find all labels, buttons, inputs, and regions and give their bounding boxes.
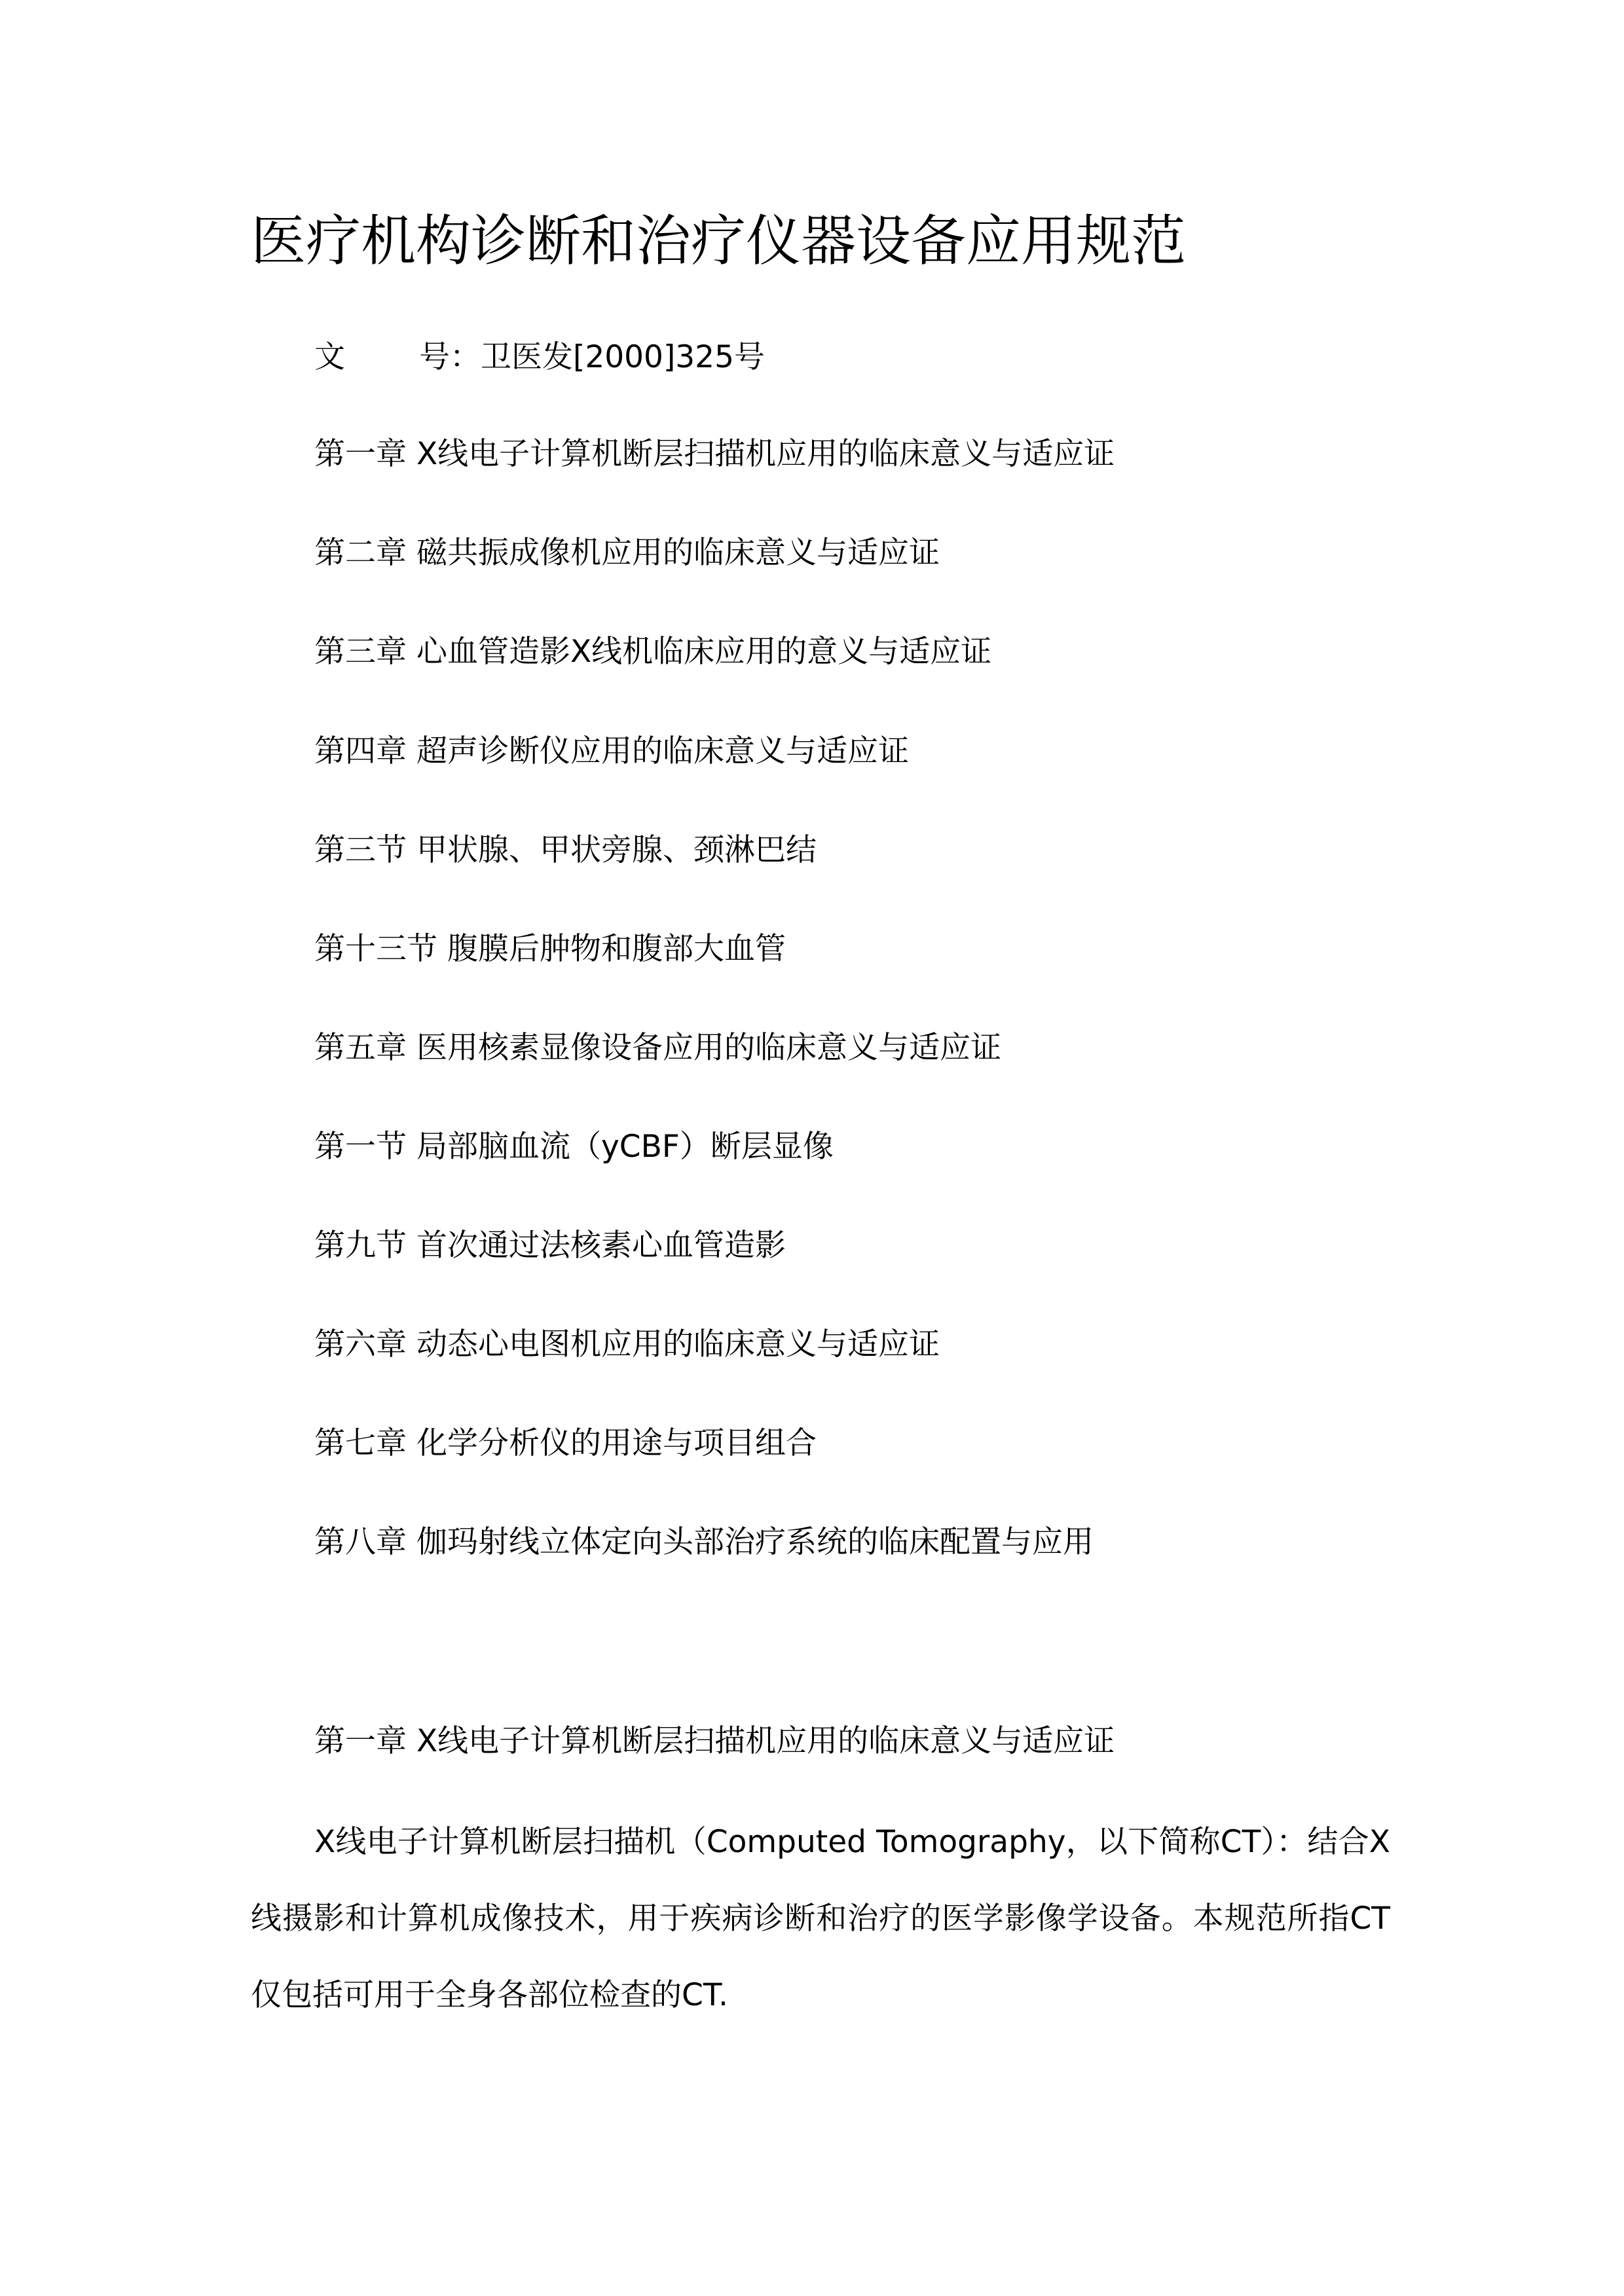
toc-item: 第一章 X线电子计算机断层扫描机应用的临床意义与适应证: [314, 436, 1115, 472]
toc-item: 第二章 磁共振成像机应用的临床意义与适应证: [314, 535, 940, 571]
toc-item: 第十三节 腹膜后肿物和腹部大血管: [314, 931, 786, 967]
doc-number-value: 卫医发[2000]325号: [481, 339, 765, 375]
toc-item: 第七章 化学分析仪的用途与项目组合: [314, 1425, 817, 1461]
toc-item: 第九节 首次通过法核素心血管造影: [314, 1228, 786, 1264]
toc-item: 第三章 心血管造影X线机临床应用的意义与适应证: [314, 634, 992, 670]
document-number: [314, 338, 765, 377]
toc-item: 第一节 局部脑血流（yCBF）断层显像: [314, 1129, 834, 1165]
toc-item: 第六章 动态心电图机应用的临床意义与适应证: [314, 1326, 940, 1362]
doc-number-label-2: 号：: [419, 339, 481, 375]
toc-item: 第八章 伽玛射线立体定向头部治疗系统的临床配置与应用: [314, 1524, 1094, 1560]
body-paragraph: X线电子计算机断层扫描机（Computed Tomography，以下简称CT）：结合X线摄影和计算机成像技术，用于疾病诊断和治疗的医学影像学设备。本规范所指CT仅包括可用于全身各部位检查的CT.: [251, 1824, 1390, 2013]
doc-number-label: 文: [314, 339, 345, 375]
section-heading: 第一章 X线电子计算机断层扫描机应用的临床意义与适应证: [314, 1723, 1115, 1759]
toc-item: 第三节 甲状腺、甲状旁腺、颈淋巴结: [314, 832, 817, 868]
document-title: 医疗机构诊断和治疗仪器设备应用规范: [251, 209, 1187, 273]
toc-item: 第五章 医用核素显像设备应用的临床意义与适应证: [314, 1030, 1001, 1066]
toc-item: 第四章 超声诊断仪应用的临床意义与适应证: [314, 733, 909, 769]
